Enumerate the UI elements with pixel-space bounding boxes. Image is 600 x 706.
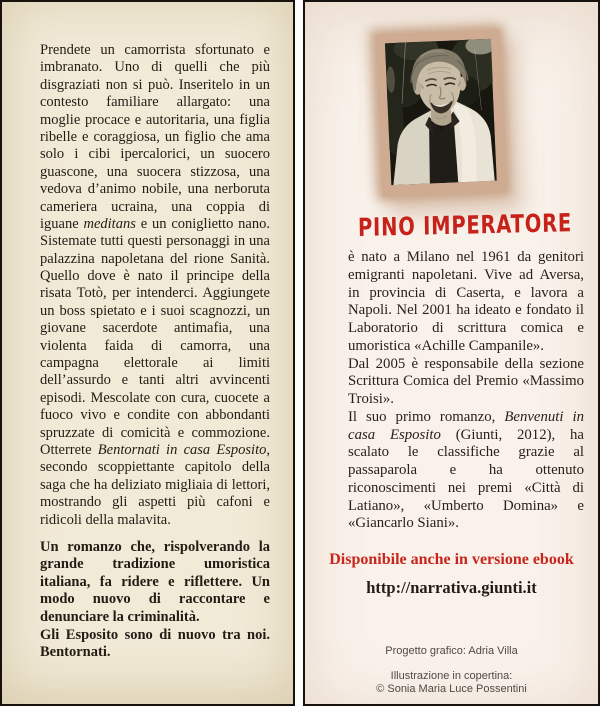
synopsis-part-1: Prendete un camorrista sfortunato e imbranato. Uno di quelli che più disgraziati non si può. Inseritelo in un contesto familiare allargato: una moglie procace e autoritaria, una figlia ribelle e coraggiosa, un figlio che ama solo i cibi ipercalorici, un suocero guascone, una suocera stizzosa, una vedova d’animo nobile, una nerboruta cameriera ucraina, una coppia di iguane: [40, 42, 270, 232]
ebook-availability-notice: Disponibile anche in versione ebook: [329, 551, 574, 568]
bio-paragraph-3: [348, 409, 584, 533]
author-photo-wrap: [376, 29, 507, 196]
synopsis-italic-meditans: meditans: [83, 215, 136, 232]
bio-paragraph-2: Dal 2005 è responsabile della sezione Scrittura Comica del Premio «Massimo Troisi».: [348, 355, 584, 407]
closing-paragraph-2: Gli Esposito sono di nuovo tra noi. Bentornati.: [40, 626, 270, 661]
left-flap: [0, 0, 295, 706]
synopsis-paragraph: [40, 42, 270, 529]
bio3-part-2: (Giunti, 2012), ha scalato le classifiche grazie al passaparola e ha ottenuto riconoscimenti nei premi «Città di Latiano», «Umberto Domina» e «Giancarlo Siani».: [348, 426, 585, 532]
bio-paragraph-1: è nato a Milano nel 1961 da genitori emigranti napoletani. Vive ad Aversa, in provincia di Caserta, e lavora a Napoli. Nel 2001 ha ideato e fondato il Laboratorio di scrittura comica e umoristica «Achille Campanile».: [348, 249, 584, 354]
credits-block: [305, 645, 598, 697]
design-credit: Progetto grafico: Adria Villa: [385, 644, 518, 657]
author-bio-block: [348, 249, 584, 533]
right-flap: [303, 0, 600, 706]
bio3-italic-book-title: Benvenuti in casa Esposito: [348, 408, 584, 443]
author-name: PINO IMPERATORE: [357, 208, 573, 242]
synopsis-text-block: [40, 42, 270, 662]
publisher-url: http://narrativa.giunti.it: [366, 578, 537, 597]
closing-paragraph-1: Un romanzo che, rispolverando la grande tradizione umoristica italiana, fa ridere e riflettere. Un modo nuovo di raccontare e denunciare la criminalità.: [40, 538, 270, 625]
author-photo-frame: [376, 29, 507, 196]
illustration-credit-line1: Illustrazione in copertina:: [390, 669, 513, 682]
bio3-part-1: Il suo primo romanzo,: [348, 408, 505, 425]
synopsis-italic-book-title: Bentornati in casa Esposito: [97, 441, 267, 458]
illustration-credit-line2: © Sonia Maria Luce Possentini: [376, 683, 527, 696]
synopsis-part-3: , secondo scoppiettante capitolo della saga che ha deliziato migliaia di lettori, mostrando gli aspetti più cafoni e ridicoli della malavita.: [40, 441, 270, 528]
author-photo: [385, 39, 497, 185]
synopsis-part-2: e un coniglietto nano. Sistemate tutti questi personaggi in una palazzina napoletana del rione Sanità. Quello dove è nato il principe della risata Totò, per intenderci. Aggiungete un boss spietato e i suoi scagnozzi, un giovane sacerdote antimafia, una violenta faida di camorra, una campagna elettorale ai limiti dell’assurdo e tanti altri avvincenti episodi. Mescolate con cura, cuocete a fuoco vivo e condite con abbondanti spruzzate di comicità e commozione. Otterrete: [40, 215, 270, 458]
